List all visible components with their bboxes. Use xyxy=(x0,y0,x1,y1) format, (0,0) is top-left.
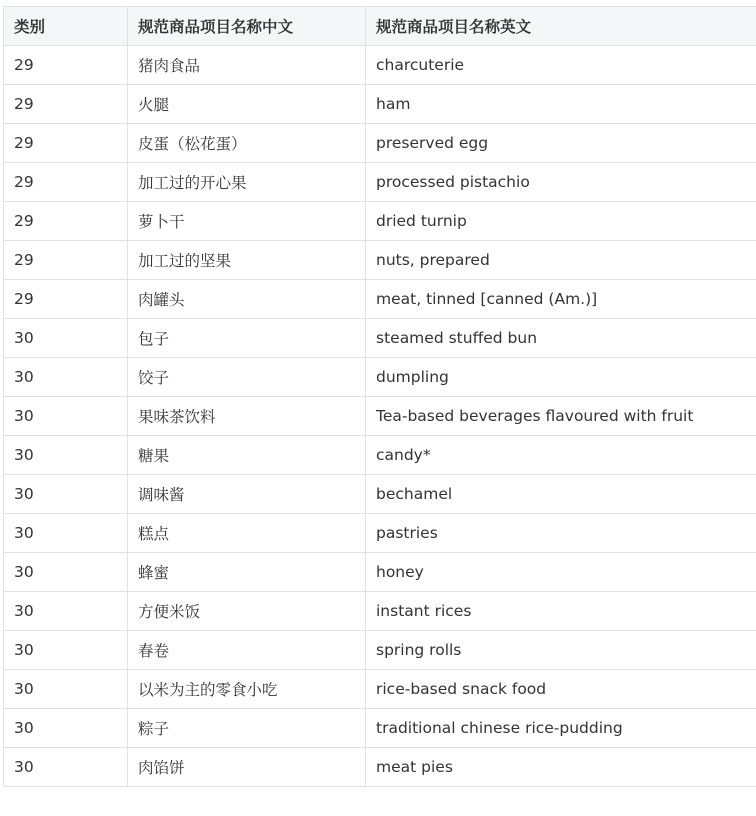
cell-name-english: candy* xyxy=(366,436,756,475)
cell-class: 30 xyxy=(4,748,128,787)
cell-name-chinese: 春卷 xyxy=(128,631,366,670)
cell-name-chinese: 包子 xyxy=(128,319,366,358)
table-row xyxy=(4,124,756,163)
cell-class: 30 xyxy=(4,436,128,475)
table-row xyxy=(4,748,756,787)
table-row xyxy=(4,514,756,553)
cell-name-chinese: 皮蛋（松花蛋） xyxy=(128,124,366,163)
table-row xyxy=(4,475,756,514)
table-header xyxy=(4,7,756,46)
cell-name-chinese: 火腿 xyxy=(128,85,366,124)
cell-name-english: nuts, prepared xyxy=(366,241,756,280)
cell-name-chinese: 蜂蜜 xyxy=(128,553,366,592)
cell-name-english: spring rolls xyxy=(366,631,756,670)
cell-name-chinese: 萝卜干 xyxy=(128,202,366,241)
table-body xyxy=(4,46,756,787)
cell-class: 30 xyxy=(4,592,128,631)
table-row xyxy=(4,163,756,202)
cell-class: 30 xyxy=(4,670,128,709)
table-row xyxy=(4,241,756,280)
cell-class: 29 xyxy=(4,46,128,85)
header-name-english: 规范商品项目名称英文 xyxy=(366,7,756,46)
cell-name-english: ham xyxy=(366,85,756,124)
table-row xyxy=(4,358,756,397)
table-row xyxy=(4,436,756,475)
cell-name-chinese: 方便米饭 xyxy=(128,592,366,631)
cell-class: 30 xyxy=(4,475,128,514)
cell-class: 29 xyxy=(4,280,128,319)
cell-class: 29 xyxy=(4,202,128,241)
cell-name-chinese: 肉罐头 xyxy=(128,280,366,319)
cell-name-chinese: 饺子 xyxy=(128,358,366,397)
cell-name-chinese: 加工过的开心果 xyxy=(128,163,366,202)
cell-class: 29 xyxy=(4,124,128,163)
cell-name-chinese: 加工过的坚果 xyxy=(128,241,366,280)
cell-name-chinese: 糕点 xyxy=(128,514,366,553)
cell-name-chinese: 粽子 xyxy=(128,709,366,748)
table-row xyxy=(4,85,756,124)
table-row xyxy=(4,46,756,85)
table-row xyxy=(4,670,756,709)
table-row xyxy=(4,631,756,670)
cell-class: 30 xyxy=(4,358,128,397)
cell-name-english: instant rices xyxy=(366,592,756,631)
cell-name-english: steamed stuffed bun xyxy=(366,319,756,358)
cell-class: 29 xyxy=(4,241,128,280)
cell-name-english: honey xyxy=(366,553,756,592)
cell-name-english: processed pistachio xyxy=(366,163,756,202)
cell-name-english: preserved egg xyxy=(366,124,756,163)
cell-class: 30 xyxy=(4,514,128,553)
header-row xyxy=(4,7,756,46)
cell-name-english: dried turnip xyxy=(366,202,756,241)
cell-name-english: dumpling xyxy=(366,358,756,397)
goods-table xyxy=(3,6,756,787)
cell-name-chinese: 糖果 xyxy=(128,436,366,475)
cell-name-chinese: 猪肉食品 xyxy=(128,46,366,85)
cell-name-english: meat pies xyxy=(366,748,756,787)
table-row xyxy=(4,709,756,748)
table-row xyxy=(4,592,756,631)
cell-name-chinese: 果味茶饮料 xyxy=(128,397,366,436)
cell-name-chinese: 肉馅饼 xyxy=(128,748,366,787)
table-row xyxy=(4,397,756,436)
table-row xyxy=(4,319,756,358)
cell-name-english: pastries xyxy=(366,514,756,553)
cell-name-english: charcuterie xyxy=(366,46,756,85)
header-class: 类别 xyxy=(4,7,128,46)
cell-name-english: meat, tinned [canned (Am.)] xyxy=(366,280,756,319)
cell-class: 30 xyxy=(4,553,128,592)
cell-name-chinese: 以米为主的零食小吃 xyxy=(128,670,366,709)
table-row xyxy=(4,280,756,319)
cell-name-english: bechamel xyxy=(366,475,756,514)
cell-class: 30 xyxy=(4,631,128,670)
cell-name-english: Tea-based beverages flavoured with fruit xyxy=(366,397,756,436)
cell-name-english: traditional chinese rice-pudding xyxy=(366,709,756,748)
cell-class: 29 xyxy=(4,85,128,124)
table-row xyxy=(4,553,756,592)
cell-name-chinese: 调味酱 xyxy=(128,475,366,514)
cell-class: 30 xyxy=(4,397,128,436)
header-name-chinese: 规范商品项目名称中文 xyxy=(128,7,366,46)
cell-class: 30 xyxy=(4,319,128,358)
cell-name-english: rice-based snack food xyxy=(366,670,756,709)
table-row xyxy=(4,202,756,241)
cell-class: 30 xyxy=(4,709,128,748)
cell-class: 29 xyxy=(4,163,128,202)
